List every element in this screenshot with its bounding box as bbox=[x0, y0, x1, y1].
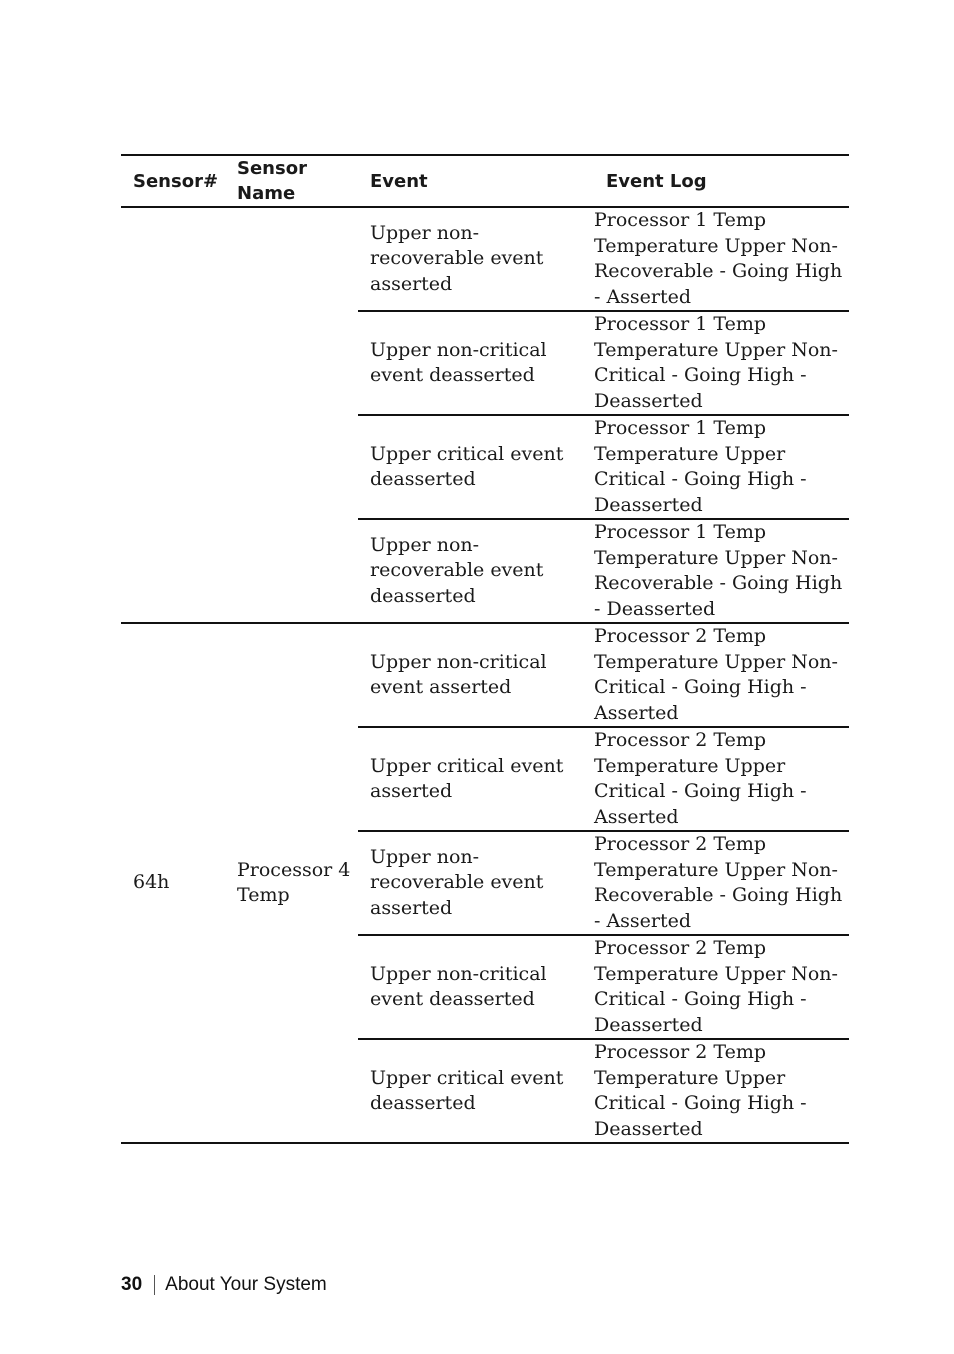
header-sensor-num: Sensor# bbox=[121, 155, 225, 207]
header-event: Event bbox=[358, 155, 594, 207]
header-event-log: Event Log bbox=[594, 155, 849, 207]
page-number: 30 bbox=[121, 1274, 143, 1295]
footer-divider bbox=[154, 1275, 155, 1295]
event-cell: Upper non-critical event deasserted bbox=[358, 935, 594, 1039]
event-log-cell: Processor 2 Temp Temperature Upper Non-Recoverable - Going High - Asserted bbox=[594, 831, 849, 935]
event-log-cell: Processor 2 Temp Temperature Upper Non-Critical - Going High - Deasserted bbox=[594, 935, 849, 1039]
event-log-cell: Processor 2 Temp Temperature Upper Critical - Going High - Deasserted bbox=[594, 1039, 849, 1143]
sensor-num-cell: 64h bbox=[121, 623, 225, 1143]
event-cell: Upper critical event deasserted bbox=[358, 415, 594, 519]
header-sensor-name bbox=[225, 155, 358, 207]
header-sensor-name-line2: Name bbox=[237, 183, 296, 204]
sensor-name-cell bbox=[225, 207, 358, 623]
event-log-cell: Processor 1 Temp Temperature Upper Non-Critical - Going High - Deasserted bbox=[594, 311, 849, 415]
section-title: About Your System bbox=[165, 1274, 327, 1295]
event-cell: Upper non-recoverable event asserted bbox=[358, 831, 594, 935]
event-log-cell: Processor 1 Temp Temperature Upper Critical - Going High - Deasserted bbox=[594, 415, 849, 519]
event-log-cell: Processor 1 Temp Temperature Upper Non-Recoverable - Going High - Deasserted bbox=[594, 519, 849, 623]
sensor-name-cell: Processor 4 Temp bbox=[225, 623, 358, 1143]
event-log-cell: Processor 2 Temp Temperature Upper Critical - Going High - Asserted bbox=[594, 727, 849, 831]
event-log-cell: Processor 1 Temp Temperature Upper Non-Recoverable - Going High - Asserted bbox=[594, 207, 849, 311]
event-log-cell: Processor 2 Temp Temperature Upper Non-Critical - Going High - Asserted bbox=[594, 623, 849, 727]
table-row bbox=[121, 623, 849, 727]
event-cell: Upper non-critical event asserted bbox=[358, 623, 594, 727]
sensor-event-table bbox=[121, 154, 849, 1144]
event-cell: Upper critical event asserted bbox=[358, 727, 594, 831]
event-cell: Upper critical event deasserted bbox=[358, 1039, 594, 1143]
event-cell: Upper non-critical event deasserted bbox=[358, 311, 594, 415]
page-footer bbox=[121, 1270, 327, 1300]
event-cell: Upper non-recoverable event asserted bbox=[358, 207, 594, 311]
event-cell: Upper non-recoverable event deasserted bbox=[358, 519, 594, 623]
table-header-row bbox=[121, 155, 849, 207]
header-sensor-name-line1: Sensor bbox=[237, 158, 307, 179]
sensor-num-cell bbox=[121, 207, 225, 623]
table-row bbox=[121, 207, 849, 311]
